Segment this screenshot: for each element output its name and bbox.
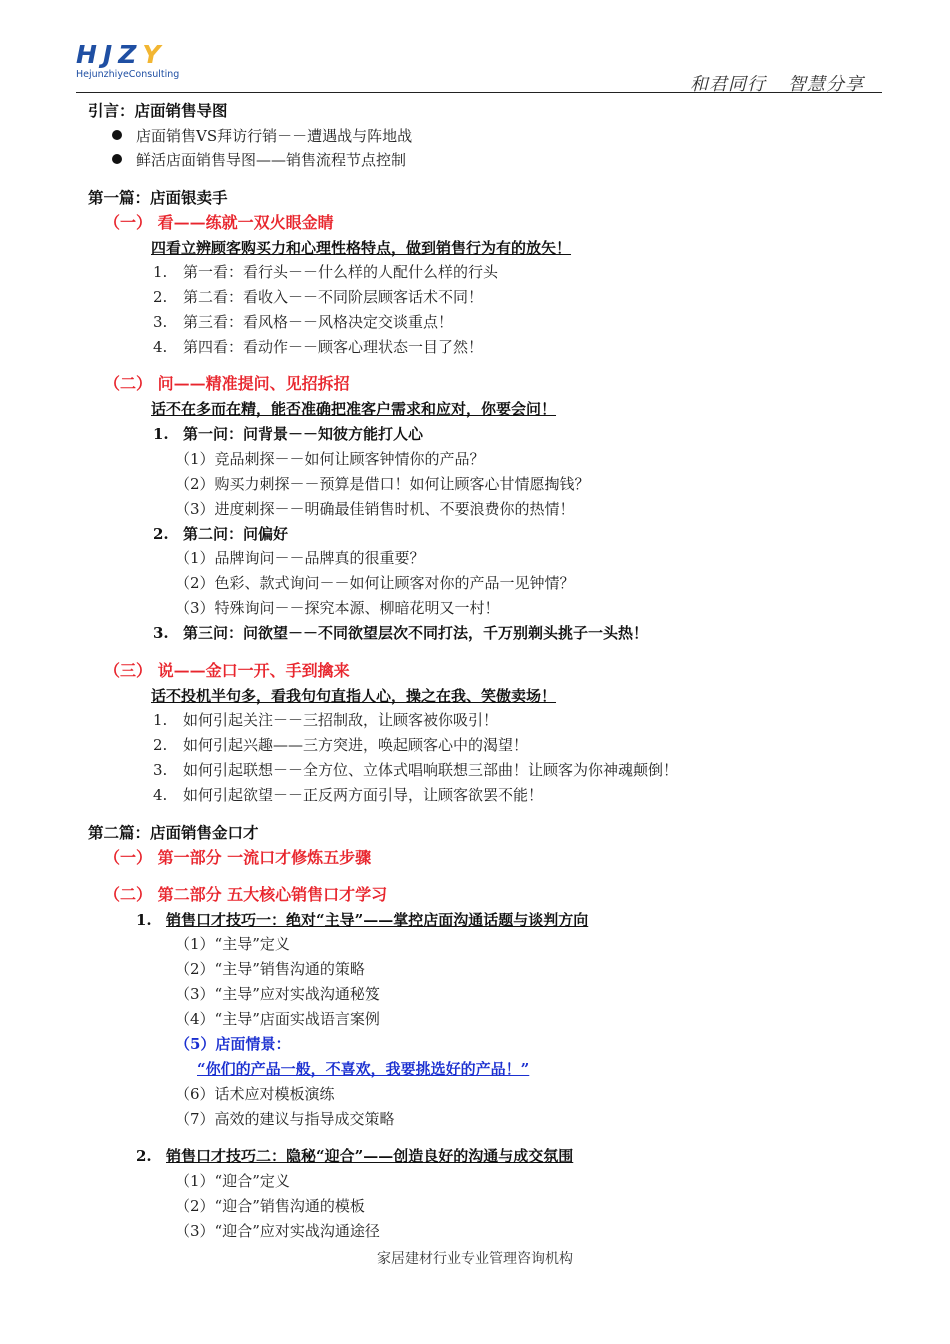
list-item: 4. 如何引起欲望－－正反两方面引导，让顾客欲罢不能！ bbox=[153, 786, 544, 804]
technique-title: 1. 销售口才技巧一：绝对“主导”——掌控店面沟通话题与谈判方向 bbox=[136, 911, 589, 929]
section-subtitle: 话不投机半句多，看我句句直指人心，操之在我、笑傲卖场！ bbox=[151, 687, 557, 705]
scene-label: （5）店面情景： bbox=[175, 1035, 291, 1053]
logo-letters: HJZY bbox=[76, 40, 167, 69]
list-item: 3. 第三问：问欲望－－不同欲望层次不同打法，千万别剃头挑子一头热！ bbox=[153, 624, 649, 642]
sub-list-item: （2）色彩、款式询问－－如何让顾客对你的产品一见钟情？ bbox=[175, 574, 575, 592]
list-item: 2. 第二问：问偏好 bbox=[153, 525, 289, 543]
technique-title: 2. 销售口才技巧二：隐秘“迎合”——创造良好的沟通与成交氛围 bbox=[136, 1147, 574, 1165]
sub-list-item: （3）特殊询问－－探究本源、柳暗花明又一村！ bbox=[175, 599, 500, 617]
section-heading: （一） 看——练就一双火眼金睛 bbox=[104, 213, 334, 232]
sub-list-item: （3）“主导”应对实战沟通秘笈 bbox=[175, 985, 380, 1003]
bullet-dot-icon bbox=[112, 130, 122, 140]
intro-bullet: 鲜活店面销售导图——销售流程节点控制 bbox=[112, 150, 406, 170]
sub-list-item: （6）话术应对模板演练 bbox=[175, 1085, 335, 1103]
sub-list-item: （3）进度刺探－－明确最佳销售时机、不要浪费你的热情！ bbox=[175, 500, 575, 518]
list-item: 1. 第一看：看行头－－什么样的人配什么样的行头 bbox=[153, 263, 499, 281]
list-item: 3. 第三看：看风格－－风格决定交谈重点！ bbox=[153, 313, 454, 331]
part2-title: 第二篇：店面销售金口才 bbox=[88, 823, 259, 842]
bullet-dot-icon bbox=[112, 154, 122, 164]
list-item: 1. 如何引起关注－－三招制敌，让顾客被你吸引！ bbox=[153, 711, 499, 729]
logo-subtitle: HejunzhiyeConsulting bbox=[76, 69, 180, 80]
sub-list-item: （1）“迎合”定义 bbox=[175, 1172, 290, 1190]
sub-list-item: （2）“主导”销售沟通的策略 bbox=[175, 960, 365, 978]
list-item: 4. 第四看：看动作－－顾客心理状态一目了然！ bbox=[153, 338, 484, 356]
sub-list-item: （1）“主导”定义 bbox=[175, 935, 290, 953]
company-logo bbox=[76, 42, 186, 80]
section-heading: （二） 问——精准提问、见招拆招 bbox=[104, 374, 350, 393]
part1-title: 第一篇：店面银卖手 bbox=[88, 188, 228, 207]
section-subtitle: 四看立辨顾客购买力和心理性格特点，做到销售行为有的放矢！ bbox=[151, 239, 572, 257]
sub-list-item: （1）竞品刺探－－如何让顾客钟情你的产品？ bbox=[175, 450, 485, 468]
list-item: 3. 如何引起联想－－全方位、立体式唱响联想三部曲！让顾客为你神魂颠倒！ bbox=[153, 761, 679, 779]
sub-list-item: （7）高效的建议与指导成交策略 bbox=[175, 1110, 395, 1128]
section-heading: （二） 第二部分 五大核心销售口才学习 bbox=[104, 885, 388, 904]
sub-list-item: （4）“主导”店面实战语言案例 bbox=[175, 1010, 380, 1028]
section-heading: （三） 说——金口一开、手到擒来 bbox=[104, 661, 350, 680]
header-divider bbox=[76, 92, 882, 93]
slogan-right: 智慧分享 bbox=[788, 74, 864, 95]
sub-list-item: （3）“迎合”应对实战沟通途径 bbox=[175, 1222, 380, 1240]
page-footer: 家居建材行业专业管理咨询机构 bbox=[377, 1251, 573, 1267]
list-item: 2. 第二看：看收入－－不同阶层顾客话术不同！ bbox=[153, 288, 484, 306]
sub-list-item: （2）购买力刺探－－预算是借口！如何让顾客心甘情愿掏钱？ bbox=[175, 475, 590, 493]
intro-title: 引言：店面销售导图 bbox=[88, 101, 228, 120]
sub-list-item: （1）品牌询问－－品牌真的很重要？ bbox=[175, 549, 425, 567]
intro-bullet: 店面销售VS拜访行销－－遭遇战与阵地战 bbox=[112, 126, 412, 146]
list-item: 2. 如何引起兴趣——三方突进，唤起顾客心中的渴望！ bbox=[153, 736, 529, 754]
scene-quote: “你们的产品一般，不喜欢，我要挑选好的产品！” bbox=[197, 1060, 530, 1078]
section-heading: （一） 第一部分 一流口才修炼五步骤 bbox=[104, 848, 372, 867]
section-subtitle: 话不在多而在精，能否准确把准客户需求和应对，你要会问！ bbox=[151, 400, 557, 418]
slogan-left: 和君同行 bbox=[690, 74, 766, 95]
sub-list-item: （2）“迎合”销售沟通的模板 bbox=[175, 1197, 365, 1215]
list-item: 1. 第一问：问背景－－知彼方能打人心 bbox=[153, 425, 424, 443]
